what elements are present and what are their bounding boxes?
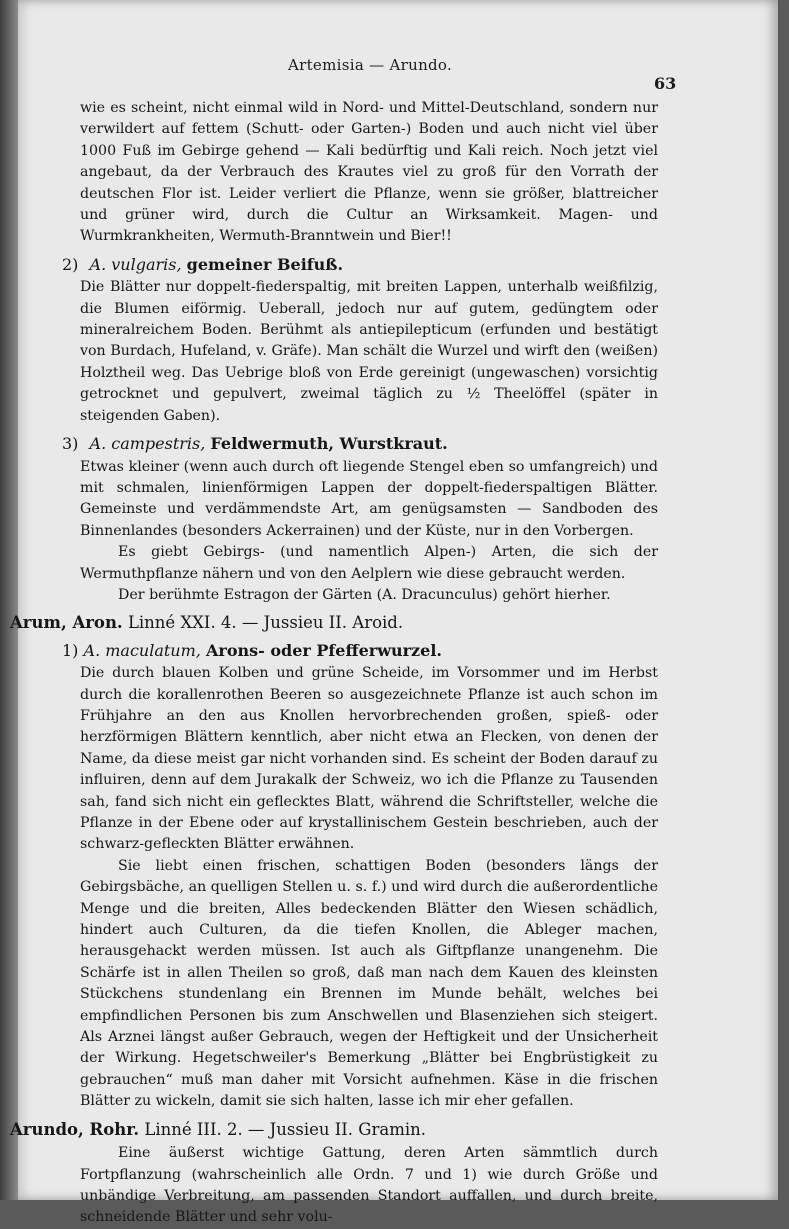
paragraph-campestris-1: Etwas kleiner (wenn auch durch oft liegende Stengel eben so umfangreich) und mit schmalen, linienförmigen Lappen der doppelt-fiederspaltigen Blätter. Gemeinste und verdämmendste Art, am genügsamsten — Sandboden des Binnenlandes (besonders Ackerrainen) und der Küste, nur in den Vorbergen.	[80, 458, 658, 539]
item-number: 2)	[62, 254, 79, 274]
paragraph-arum-1: Die durch blauen Kolben und grüne Scheide, im Vorsommer und im Herbst durch die korallenrothen Beeren so ausgezeichnete Pflanze ist auch schon im Frühjahre an den aus Knollen hervorbrechenden großen, spieß- oder herzförmigen Blättern kenntlich, aber nicht etwa an Flecken, von denen der Name, da diese meist gar nicht vorhanden sind. Es scheint der Boden darauf zu influiren, denn auf dem Jurakalk der Schweiz, wo ich die Pflanze zu Tausenden sah, fand sich nicht ein geflecktes Blatt, während die Schriftsteller, welche die Pflanze in der Ebene oder auf krystallinischem Gestein beschrieben, auch der schwarz-gefleckten Blätter erwähnen.	[80, 665, 658, 853]
item-number: 1)	[62, 640, 79, 660]
page-number: 63	[654, 74, 677, 93]
paragraph-vulgaris: Die Blätter nur doppelt-fiederspaltig, mit breiten Lappen, unterhalb weißfilzig, die Blumen eiförmig. Ueberall, jedoch nur auf gutem, gedüngtem oder mineralreichem Boden. Berühmt als antiepilepticum (erfunden und bestätigt von Burdach, Hufeland, v. Gräfe). Man schält die Wurzel und wirft den (weißen) Holztheil weg. Das Uebrige bloß von Erde gereinigt (ungewaschen) vorsichtig getrocknet und gepulvert, zweimal täglich zu ½ Theelöffel (später in steigenden Gaben).	[80, 279, 658, 424]
page-body	[10, 98, 658, 1229]
item-heading-vulgaris	[62, 254, 658, 275]
latin-name: A. campestris,	[89, 434, 206, 454]
paragraph-arundo: Eine äußerst wichtige Gattung, deren Arten sämmtlich durch Fortpflanzung (wahrscheinlich alle Ordn. 7 und 1) wie durch Größe und unbändige Verbreitung, am passenden Standort auffallen, und durch breite, schneidende Blätter und sehr volu-	[80, 1145, 658, 1226]
running-head: Artemisia — Arundo.	[288, 56, 453, 74]
genus-system: Linné III. 2. — Jussieu II. Gramin.	[144, 1119, 426, 1139]
latin-name: A. vulgaris,	[89, 254, 182, 274]
paragraph-campestris-2: Es giebt Gebirgs- (und namentlich Alpen-) Arten, die sich der Wermuthpflanze nähern und von den Aelplern wie diese gebraucht werden.	[80, 544, 658, 582]
latin-name: A. maculatum,	[83, 640, 201, 660]
item-heading-campestris	[62, 433, 658, 454]
german-name: gemeiner Beifuß.	[186, 254, 344, 274]
german-name: Feldwermuth, Wurstkraut.	[210, 434, 448, 454]
paragraph-arum-2: Sie liebt einen frischen, schattigen Boden (besonders längs der Gebirgsbäche, an quelligen Stellen u. s. f.) und wird durch die außerordentliche Menge und die breiten, Alles bedeckenden Blätter den Wiesen schädlich, hindert auch Culturen, da die tiefen Knollen, die Ableger machen, herausgehackt werden müssen. Ist auch als Giftpflanze unangenehm. Die Schärfe ist in allen Theilen so groß, daß man nach dem Kauen des kleinsten Stückchens stundenlang ein Brennen im Munde behält, welches bei empfindlichen Personen bis zum Anschwellen und Blasenziehen sich steigert. Als Arznei längst außer Gebrauch, wegen der Heftigkeit und der Unsicherheit der Wirkung. Hegetschweiler's Bemerkung „Blätter bei Engbrüstigkeit zu gebrauchen“ muß man daher mit Vorsicht aufnehmen. Käse in die frischen Blätter zu wickeln, damit sie sich halten, lasse ich mir eher gefallen.	[80, 857, 658, 1110]
german-name: Arons- oder Pfefferwurzel.	[205, 640, 442, 660]
genus-system: Linné XXI. 4. — Jussieu II. Aroid.	[127, 613, 404, 633]
paragraph-campestris-3: Der berühmte Estragon der Gärten (A. Dracunculus) gehört hierher.	[118, 586, 611, 603]
item-heading-maculatum	[62, 640, 658, 661]
genus-name: Arum, Aron.	[10, 613, 123, 633]
genus-name: Arundo, Rohr.	[10, 1119, 140, 1139]
book-gutter	[0, 0, 18, 1200]
genus-heading-arundo	[10, 1119, 658, 1140]
genus-heading-arum	[10, 612, 658, 633]
intro-paragraph: wie es scheint, nicht einmal wild in Nord- und Mittel-Deutschland, sondern nur verwildert auf fettem (Schutt- oder Garten-) Boden und auch nicht viel über 1000 Fuß im Gebirge gehend — Kali bedürftig und Kali reich. Noch jetzt viel angebaut, da der Verbrauch des Krautes viel zu groß für den Vorrath der deutschen Flor ist. Leider verliert die Pflanze, wenn sie größer, blattreicher und grüner wird, durch die Cultur an Wirksamkeit. Magen- und Wurmkrankheiten, Wermuth-Branntwein und Bier!!	[80, 100, 658, 245]
item-number: 3)	[62, 434, 79, 454]
